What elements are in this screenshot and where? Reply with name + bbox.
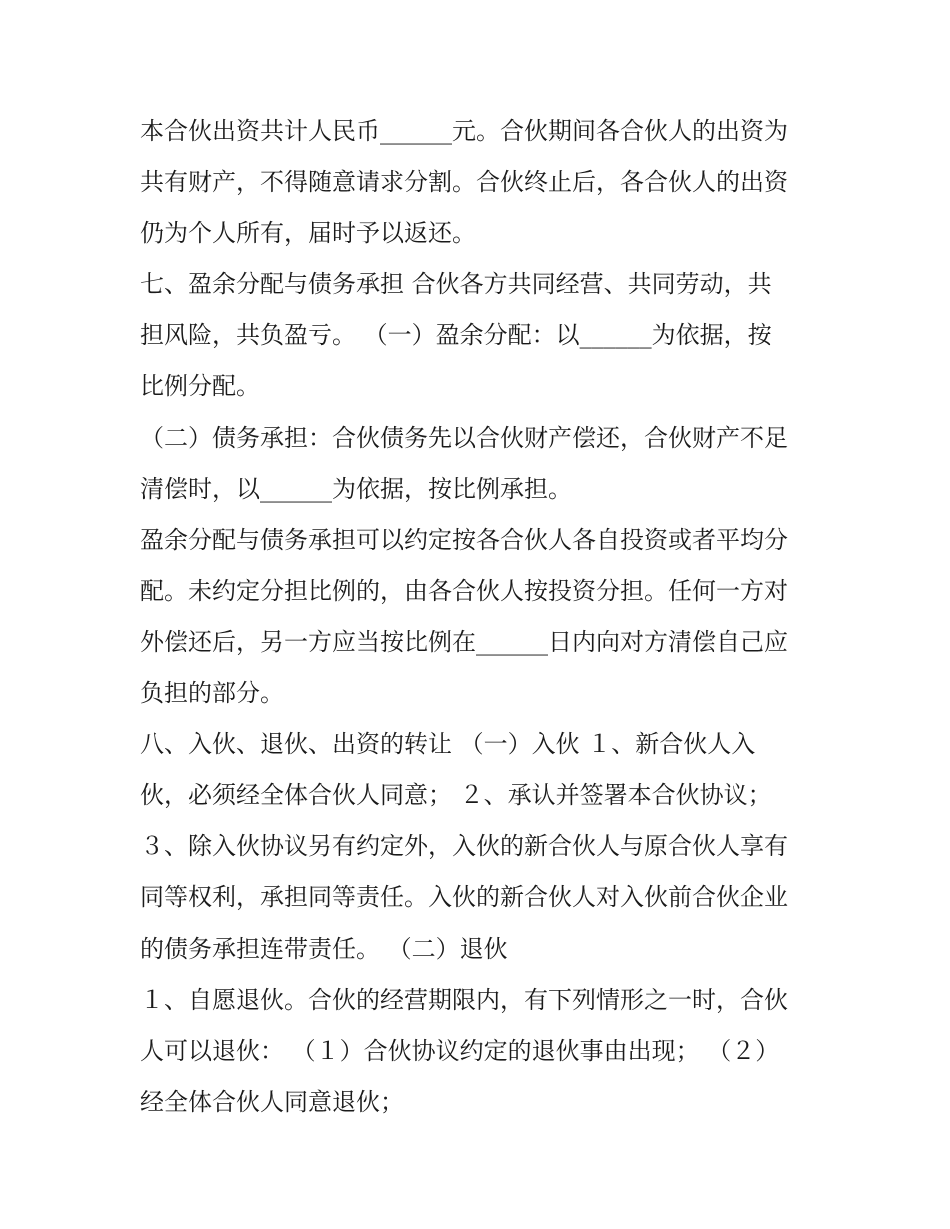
- document-body: [140, 106, 820, 1128]
- text-line: ３、除入伙协议另有约定外，入伙的新合伙人与原合伙人享有: [140, 832, 788, 861]
- text-line: 担风险，共负盈亏。 （一）盈余分配：以______为依据，按: [140, 321, 772, 350]
- text-line: （二）债务承担：合伙债务先以合伙财产偿还，合伙财产不足: [140, 423, 788, 452]
- text-line: 清偿时，以______为依据，按比例承担。: [140, 474, 572, 503]
- text-line: 仍为个人所有，届时予以返还。: [140, 219, 476, 248]
- text-line: 比例分配。: [140, 372, 260, 401]
- text-line: 经全体合伙人同意退伙；: [140, 1087, 404, 1116]
- text-line: 伙，必须经全体合伙人同意； ２、承认并签署本合伙协议；: [140, 781, 772, 810]
- section-heading-line: 八、入伙、退伙、出资的转让 （一）入伙 １、新合伙人入: [140, 730, 756, 759]
- text-line: 同等权利，承担同等责任。入伙的新合伙人对入伙前合伙企业: [140, 883, 788, 912]
- text-line: 外偿还后，另一方应当按比例在______日内向对方清偿自己应: [140, 627, 788, 656]
- text-line: 配。未约定分担比例的，由各合伙人按投资分担。任何一方对: [140, 576, 788, 605]
- text-line: 本合伙出资共计人民币______元。合伙期间各合伙人的出资为: [140, 117, 788, 145]
- text-line: 的债务承担连带责任。 （二）退伙: [140, 934, 508, 963]
- text-line: 人可以退伙： （１）合伙协议约定的退伙事由出现； （２）: [140, 1036, 780, 1065]
- text-line: 盈余分配与债务承担可以约定按各合伙人各自投资或者平均分: [140, 525, 788, 554]
- section-heading-line: 七、盈余分配与债务承担 合伙各方共同经营、共同劳动，共: [140, 270, 772, 299]
- text-line: 共有财产，不得随意请求分割。合伙终止后，各合伙人的出资: [140, 168, 788, 197]
- text-line: 负担的部分。: [140, 679, 284, 708]
- text-line: １、自愿退伙。合伙的经营期限内，有下列情形之一时，合伙: [140, 985, 788, 1014]
